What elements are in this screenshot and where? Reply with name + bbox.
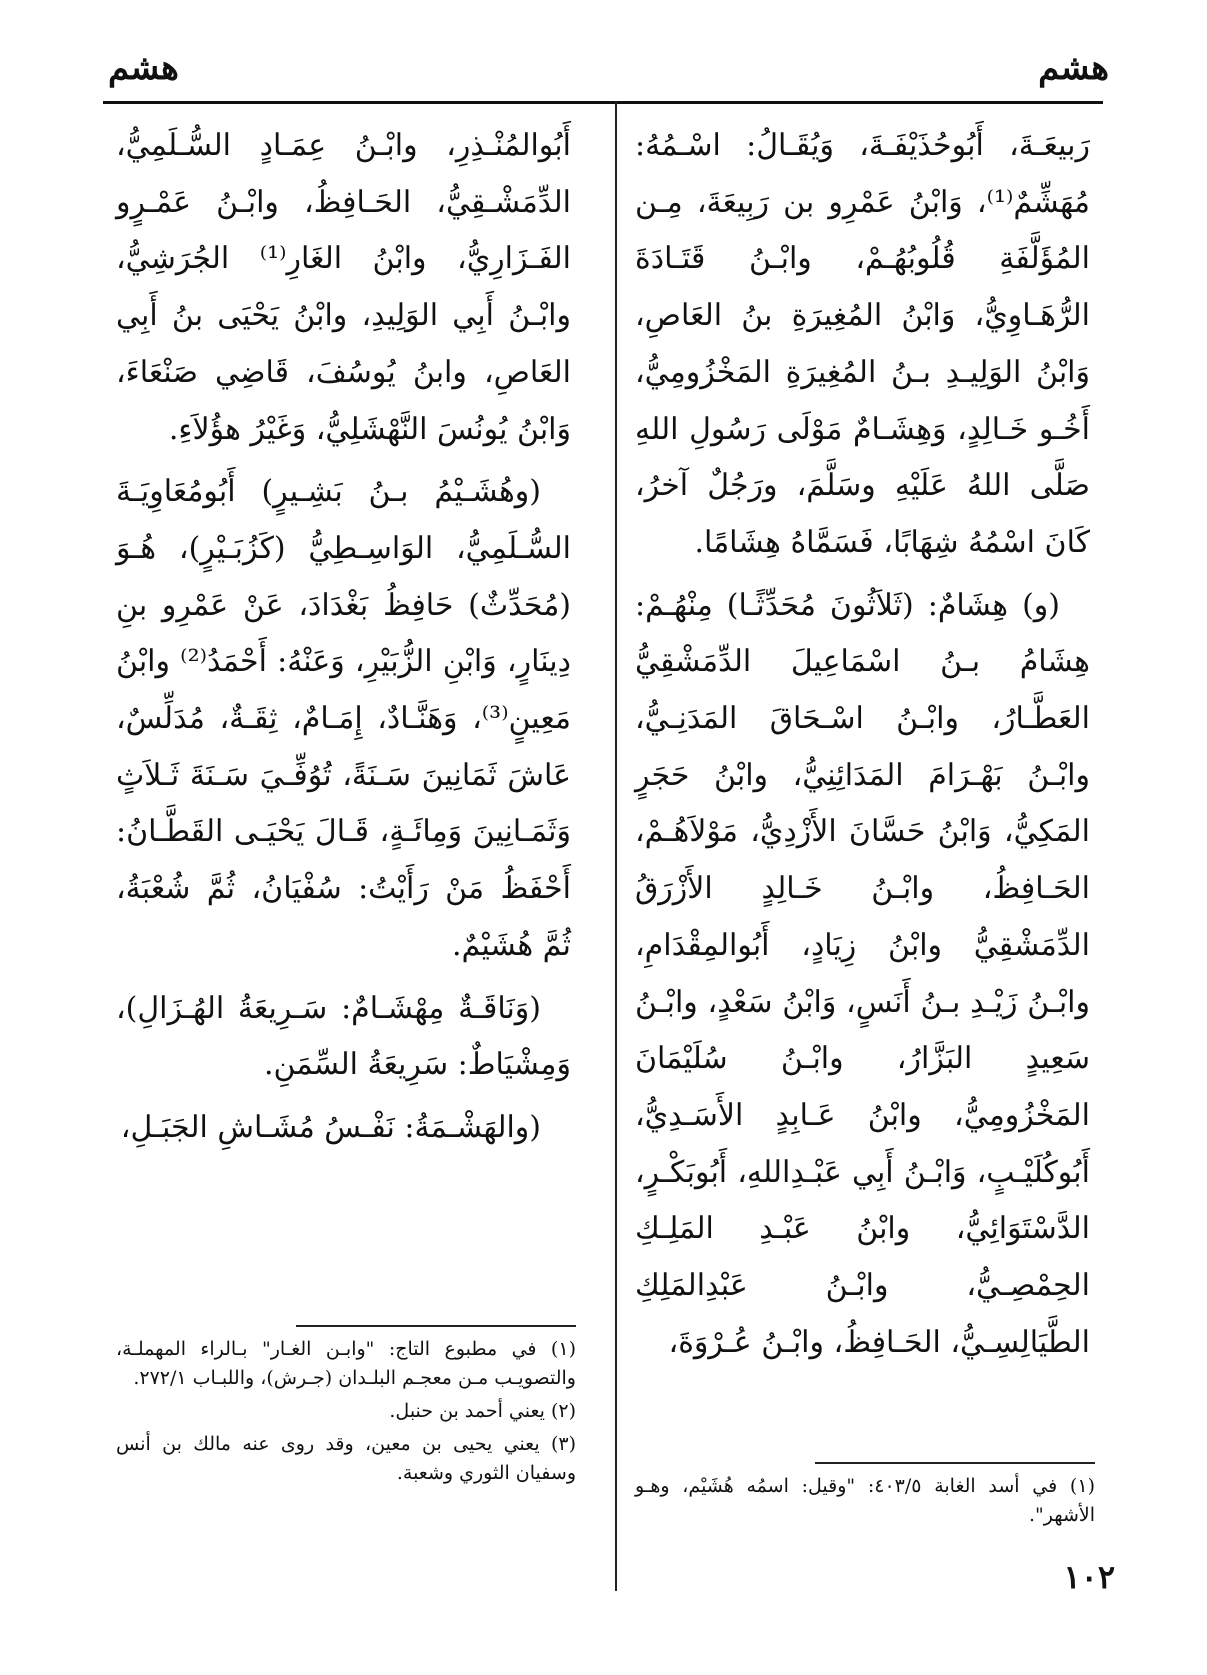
column-divider <box>615 101 617 1591</box>
right-column <box>635 118 1090 1377</box>
left-paragraph-2: (وهُشَـيْمُ بـنُ بَشِـيرٍ) أَبُومُعَاوِيَـةَ السُّـلَمِيُّ، الوَاسِـطِيُّ (كَزُبَـيْرٍ)، هُـوَ (مُحَدِّثٌ) حَافِظُ بَغْدَادَ، عَنْ عَمْرِو بنِ دِينَارٍ، وَابْنِ الزُّبَيْرِ، وَعَنْهُ: أَحْمَدُ⁽²⁾ وابْنُ مَعِينٍ⁽³⁾، وَهَنَّـادٌ، إِمَـامٌ، ثِقَـةٌ، مُدَلِّسٌ، عَاشَ ثَمَانِينَ سَـنَةً، تُوُفِّـيَ سَـنَةَ ثَـلاَثٍ وَثَمَـانِينَ وَمِائَـةٍ، قَـالَ يَحْيَـى القَطَّـانُ: أَحْفَظُ مَنْ رَأَيْتُ: سُفْيَانُ، ثُمَّ شُعْبَةُ، ثُمَّ هُشَيْمٌ. <box>116 474 571 963</box>
right-footnote-1: (١) في أسد الغابة ٤٠٣/٥: "وقيل: اسمُه هُشَيْم، وهـو الأشهر". <box>635 1474 1095 1526</box>
running-head-left: هشم <box>108 48 179 88</box>
header-rule <box>103 101 1103 104</box>
left-footnote-1: (١) في مطبوع التاج: "وابـن الغـار" بـالراء المهملـة، والتصويـب مـن معجـم البلـدان (جـرش)، واللبـاب ٢٧٢/١. <box>116 1337 576 1389</box>
left-paragraph-1: أَبُوالمُنْـذِرِ، وابْـنُ عِمَـادٍ السُّـلَمِيُّ، الدِّمَشْـقِيُّ، الحَـافِظُ، وابْـنُ عَمْـرٍو الفَـزَارِيُّ، وابْنُ الغَارِ⁽¹⁾ الجُرَشِيُّ، وابْـنُ أَبِي الوَلِيدِ، وابْنُ يَحْيَى بنُ أَبِي العَاصِ، وابنُ يُوسُفَ، قَاضِي صَنْعَاءَ، وَابْنُ يُونُسَ النَّهْشَلِيُّ، وَغَيْرُ هؤُلاَءِ. <box>116 128 571 447</box>
right-paragraph-2: (و) هِشَامٌ: (ثَلاَثُونَ مُحَدِّثًـا) مِنْهُـمْ: هِشَامُ بـنُ اسْمَاعِيلَ الدِّمَشْقِيُّ العَطَّـارُ، وابْـنُ اسْـحَاقَ المَدَنِـيُّ، وابْـنُ بَهْـرَامَ المَدَائِنِيُّ، وابْنُ حَجَرٍ المَكِيُّ، وَابْنُ حَسَّانَ الأَزْدِيُّ، مَوْلاَهُـمْ، الحَـافِظُ، وابْـنُ خَـالِدٍ الأَزْرَقُ الدِّمَشْقِيُّ وابْنُ زِيَادٍ، أَبُوالمِقْدَامِ، وابْـنُ زَيْـدِ بـنُ أَنَسٍ، وَابْنُ سَعْدٍ، وابْـنُ سَعِيدٍ البَزَّارُ، وابْـنُ سُلَيْمَانَ المَخْزُومِيُّ، وابْنُ عَـابِدٍ الأَسَـدِيُّ، أَبُوكُلَيْـبٍ، وَابْـنُ أَبِي عَبْـدِاللهِ، أَبُوبَكْـرٍ، الدَّسْتَوَائِيُّ، وابْنُ عَبْـدِ المَلِـكِ الحِمْصِـيُّ، وابْـنُ عَبْدِالمَلِكِ الطَّيَالِسِـيُّ، الحَـافِظُ، وابْـنُ عُـرْوَةَ، <box>635 587 1090 1360</box>
left-footnote-rule <box>296 1325 576 1327</box>
right-footnote-rule <box>815 1462 1095 1464</box>
right-footnotes <box>635 1462 1095 1534</box>
left-footnote-3: (٣) يعني يحيى بن معين، وقد روى عنه مالك بن أنس وسفيان الثوري وشعبة. <box>116 1432 576 1484</box>
left-paragraph-3: (وَنَاقَـةٌ مِهْشَـامٌ: سَـرِيعَةُ الهُـزَالِ)، وَمِشْيَاطٌ: سَرِيعَةُ السِّمَنِ. <box>116 990 571 1083</box>
left-column <box>116 118 571 1163</box>
left-paragraph-4: (والهَشْـمَةُ: نَفْـسُ مُشَـاشِ الجَبَـلِ، <box>120 1109 541 1145</box>
page-number: ١٠٢ <box>1063 1558 1115 1596</box>
running-head-right: هشم <box>1038 48 1109 88</box>
left-footnote-2: (٢) يعني أحمد بن حنبل. <box>389 1399 576 1422</box>
right-paragraph-1: رَبيعَـةَ، أَبُوحُذَيْفَـةَ، وَيُقَـالُ: اسْـمُهُ: مُهَشِّمٌ⁽¹⁾، وَابْنُ عَمْرِو بن رَبِيعَةَ، مِـن المُؤَلَّفَةِ قُلُوبُهُـمْ، وابْـنُ قَتَـادَةَ الرُّهَـاوِيُّ، وَابْنُ المُغِيرَةِ بنُ العَاصِ، وَابْنُ الوَلِيـدِ بـنُ المُغِيرَةِ المَخْزُومِيُّ، أَخُـو خَـالِدٍ، وَهِشَـامٌ مَوْلَى رَسُولِ اللهِ صَلَّى اللهُ عَلَيْهِ وسَلَّمَ، ورَجُلٌ آخرُ، كَانَ اسْمُهُ شِهَابًا، فَسَمَّاهُ هِشَامًا. <box>635 128 1090 560</box>
left-footnotes <box>116 1325 576 1492</box>
